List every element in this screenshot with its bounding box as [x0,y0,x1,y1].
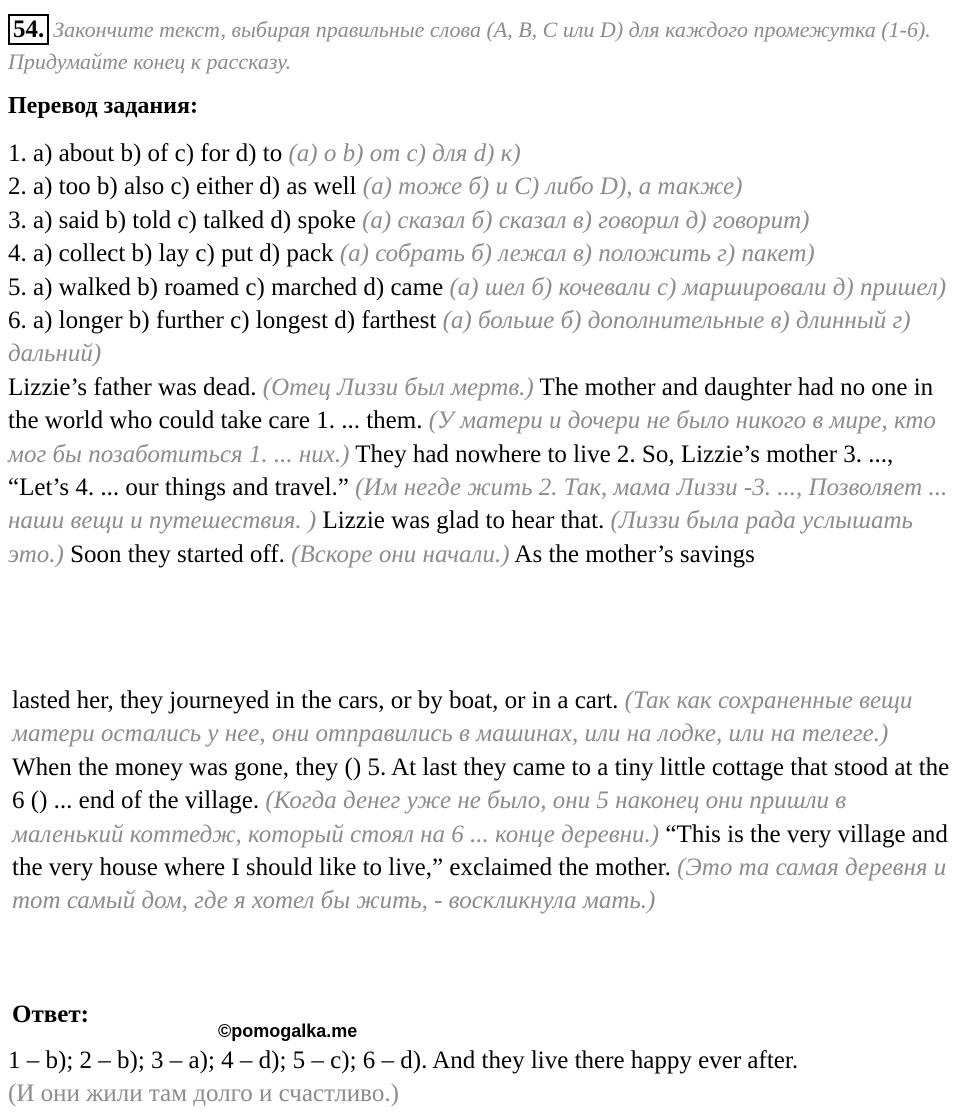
story-ru: (Им негде жить 2. Так, мама Лиззи -3. ..., Позволяет ... наши вещи и путешествия. ) [8,474,948,535]
answer-title: Ответ: [12,1001,89,1028]
story-ru: (У матери и дочери не было никого в мире, кто мог бы позаботиться 1. ... них.) [8,407,936,468]
story-en: The mother and daughter had no one in the world who could take care 1. ... them. [8,373,934,435]
site-watermark: ©pomogalka.me [218,1021,358,1041]
option-line [8,237,953,270]
option-ru: (а) шел б) кочевали с) маршировали д) пришел) [449,273,947,301]
translation-heading: Перевод задания: [8,93,198,119]
option-en: 5. a) walked b) roamed c) marched d) came [8,273,450,301]
options-and-story [8,137,953,571]
story-ru: (Лиззи была рада услышать это.) [8,507,913,568]
answer-text: 1 – b); 2 – b); 3 – a); 4 – d); 5 – c); 6 – d). And they live there happy ever after. [8,1047,799,1074]
option-line [8,137,953,170]
option-en: 4. a) collect b) lay c) put d) pack [8,240,340,268]
option-ru: (а) сказал б) сказал в) говорил д) говорит) [362,206,810,234]
story-en: lasted her, they journeyed in the cars, or by boat, or in a cart. [12,687,625,714]
story-ru: (Так как сохраненные вещи матери остались у нее, они отправились в машинах, или на лодке, или на телеге.) [12,687,913,748]
option-line [8,304,953,371]
story-en: As the mother’s savings [509,540,755,568]
answer-block [8,1044,953,1111]
story-ru: (Это та самая деревня и тот самый дом, где я хотел бы жить, - воскликнула мать.) [12,854,947,915]
option-line [8,170,953,203]
option-line [8,204,953,237]
option-en: 2. a) too b) also c) either d) as well [8,173,363,201]
story-en: Lizzie’s father was dead. [8,373,263,401]
story-en: Soon they started off. [63,540,292,568]
story-en: “This is the very village and the very house where I should like to live,” exclaimed the mother. [12,820,948,882]
story-ru: (Отец Лиззи был мертв.) [262,373,534,401]
option-en: 3. a) said b) told c) talked d) spoke [8,206,363,234]
task-header [8,14,948,78]
answer-translation: (И они жили там долго и счастливо.) [8,1080,399,1108]
story-ru: (Вскоре они начали.) [291,540,510,568]
option-en: 6. a) longer b) further c) longest d) farthest [8,307,443,335]
story-paragraph-2 [12,684,952,918]
option-ru: (а) собрать б) лежал в) положить г) пакет) [339,240,815,268]
option-ru: (а) о b) от с) для d) к) [288,140,521,167]
story-en: Lizzie was glad to hear that. [316,507,611,535]
story-paragraph-1 [8,371,953,571]
task-number: 54. [8,14,49,45]
story-en: They had nowhere to live 2. So, Lizzie’s mother 3. ..., “Let’s 4. ... our things and travel.” [8,440,894,502]
option-ru: (а) больше б) дополнительные в) длинный г) дальний) [8,307,911,368]
option-en: 1. a) about b) of c) for d) to [8,140,289,167]
option-ru: (а) тоже б) и С) либо D), а также) [362,173,743,201]
story-ru: (Когда денег уже не было, они 5 наконец они пришли в маленький коттедж, который стоял на 6 ... конце деревни.) [12,787,847,848]
option-line [8,271,953,304]
task-instruction: Закончите текст, выбирая правильные слова (А, В, С или D) для каждого промежутка (1-6). Придумайте конец к рассказу. [8,17,931,74]
story-en: When the money was gone, they () 5. At last they came to a tiny little cottage that stood at the 6 () ... end of the village. [12,753,950,815]
